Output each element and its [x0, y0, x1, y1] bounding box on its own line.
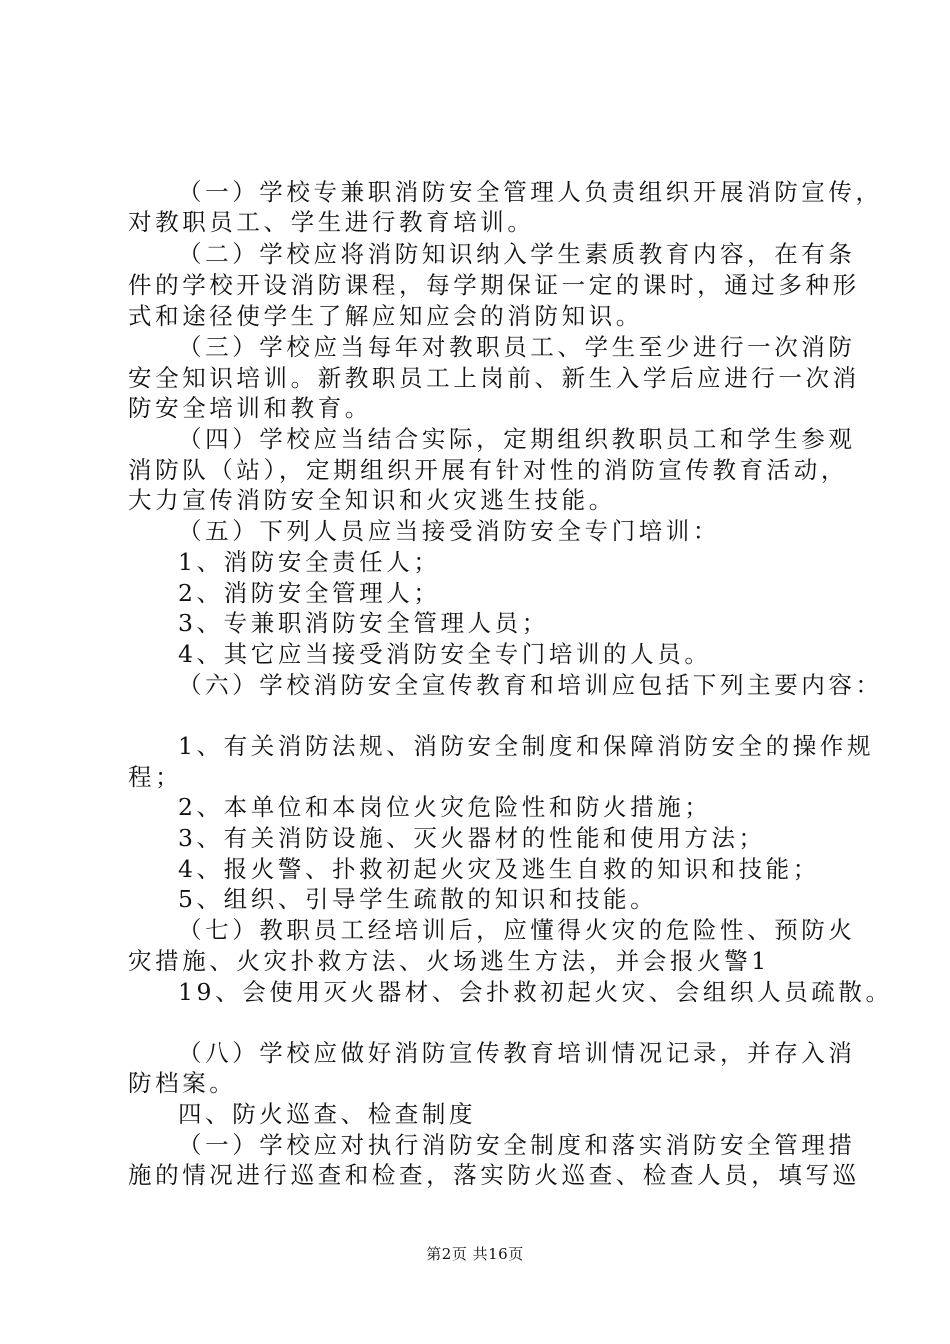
list-item: 3、专兼职消防安全管理人员；: [178, 609, 549, 637]
text-line: 施的情况进行巡查和检查，落实防火巡查、检查人员，填写巡: [128, 1161, 860, 1189]
list-item: 1、有关消防法规、消防安全制度和保障消防安全的操作规: [178, 732, 875, 760]
text-line: 程；: [128, 763, 183, 791]
text-line: （七）教职员工经培训后，应懂得火灾的危险性、预防火: [178, 916, 856, 944]
list-item: 1、消防安全责任人；: [178, 548, 441, 576]
text-line: 件的学校开设消防课程，每学期保证一定的课时，通过多种形: [128, 271, 860, 299]
list-item: 3、有关消防设施、灭火器材的性能和使用方法；: [178, 824, 766, 852]
text-line: 防安全培训和教育。: [128, 394, 372, 422]
list-item: 2、本单位和本岗位火灾危险性和防火措施；: [178, 793, 712, 821]
text-line: 大力宣传消防安全知识和火灾逃生技能。: [128, 486, 616, 514]
list-item: 5、组织、引导学生疏散的知识和技能。: [178, 885, 658, 913]
list-item: 2、消防安全管理人；: [178, 579, 441, 607]
list-item: 4、报火警、扑救初起火灾及逃生自救的知识和技能；: [178, 855, 820, 883]
text-line: （八）学校应做好消防宣传教育培训情况记录，并存入消: [178, 1039, 856, 1067]
section-heading: 四、防火巡查、检查制度: [178, 1100, 477, 1128]
text-line: （四）学校应当结合实际，定期组织教职员工和学生参观: [178, 425, 856, 453]
list-item: 4、其它应当接受消防安全专门培训的人员。: [178, 640, 712, 668]
text-line: 消防队（站），定期组织开展有针对性的消防宣传教育活动，: [128, 456, 848, 484]
text-line: 安全知识培训。新教职员工上岗前、新生入学后应进行一次消: [128, 364, 860, 392]
text-line: 防档案。: [128, 1069, 237, 1097]
page-number-footer: 第2页 共16页: [426, 1245, 524, 1263]
text-line: 19、会使用灭火器材、会扑救初起火灾、会组织人员疏散。: [178, 978, 893, 1006]
text-line: 式和途径使学生了解应知应会的消防知识。: [128, 302, 643, 330]
text-line: （三）学校应当每年对教职员工、学生至少进行一次消防: [178, 333, 856, 361]
text-line: 对教职员工、学生进行教育培训。: [128, 208, 535, 236]
text-line: （五）下列人员应当接受消防安全专门培训：: [178, 517, 720, 545]
text-line: （二）学校应将消防知识纳入学生素质教育内容，在有条: [178, 240, 856, 268]
text-line: 灾措施、火灾扑救方法、火场逃生方法，并会报火警1: [128, 947, 770, 975]
text-line: （一）学校专兼职消防安全管理人负责组织开展消防宣传，: [178, 178, 883, 206]
text-line: （一）学校应对执行消防安全制度和落实消防安全管理措: [178, 1131, 856, 1159]
text-line: （六）学校消防安全宣传教育和培训应包括下列主要内容：: [178, 671, 883, 699]
